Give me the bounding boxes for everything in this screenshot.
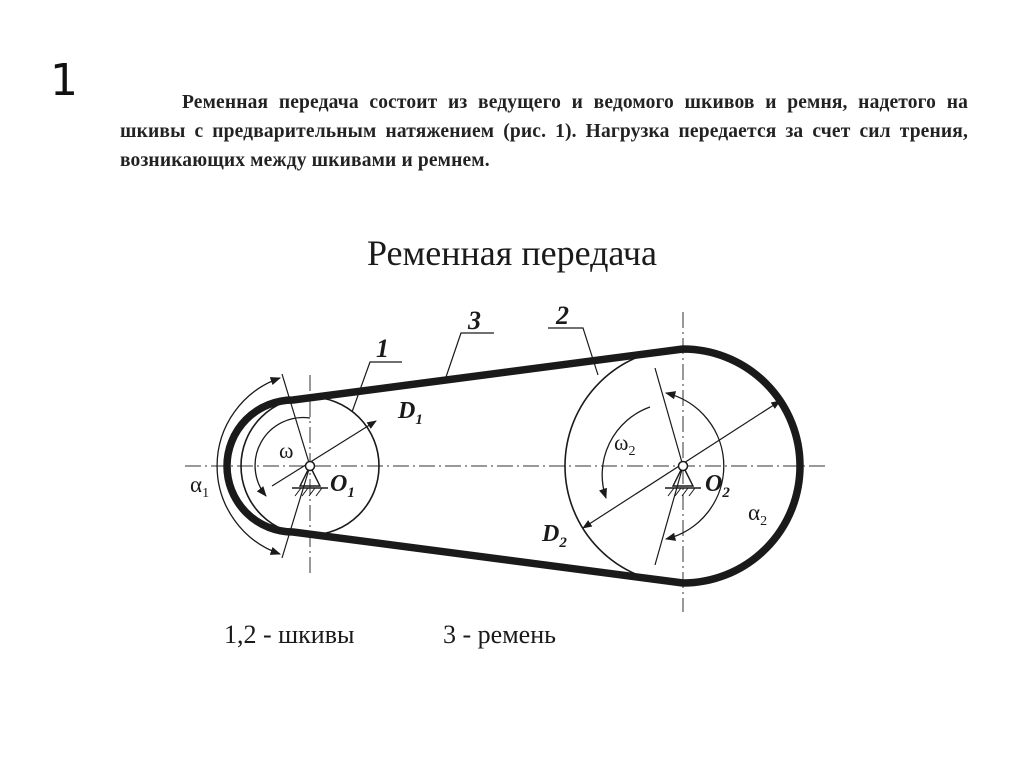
- label-d2: $D_2$: [542, 521, 567, 551]
- label-o1: $O_1$: [330, 471, 355, 501]
- legend-pulleys: 1,2 - шкивы: [224, 620, 355, 649]
- diagram-title: Ременная передача: [366, 233, 658, 273]
- alpha1-boundary-bottom: [282, 466, 310, 558]
- label-alpha-2: $\alpha_2$: [748, 500, 768, 529]
- label-d1: $D_1$: [398, 398, 423, 428]
- label-o2: $O_2$: [705, 471, 730, 501]
- intro-paragraph: Ременная передача состоит из ведущего и ведомого шкивов и ремня, надетого на шкивы с предварительным натяжением (рис. 1). Нагрузка передается за счет сил трения, возникающих между шкивами и ремнем.: [120, 92, 968, 171]
- slide-number: 1: [50, 55, 78, 106]
- legend-belt: 3 - ремень: [443, 620, 556, 649]
- label-omega-2: $\omega_2$: [614, 430, 636, 459]
- leader-line-belt: [446, 333, 494, 377]
- label-alpha-1: $\alpha_1$: [190, 472, 210, 501]
- alpha2-boundary-bottom: [655, 466, 683, 565]
- label-belt: 3: [468, 306, 481, 335]
- label-pulley-2: 2: [556, 301, 569, 330]
- alpha2-boundary-top: [655, 368, 683, 466]
- label-omega-1: ω: [279, 438, 294, 463]
- label-pulley-1: 1: [376, 334, 389, 363]
